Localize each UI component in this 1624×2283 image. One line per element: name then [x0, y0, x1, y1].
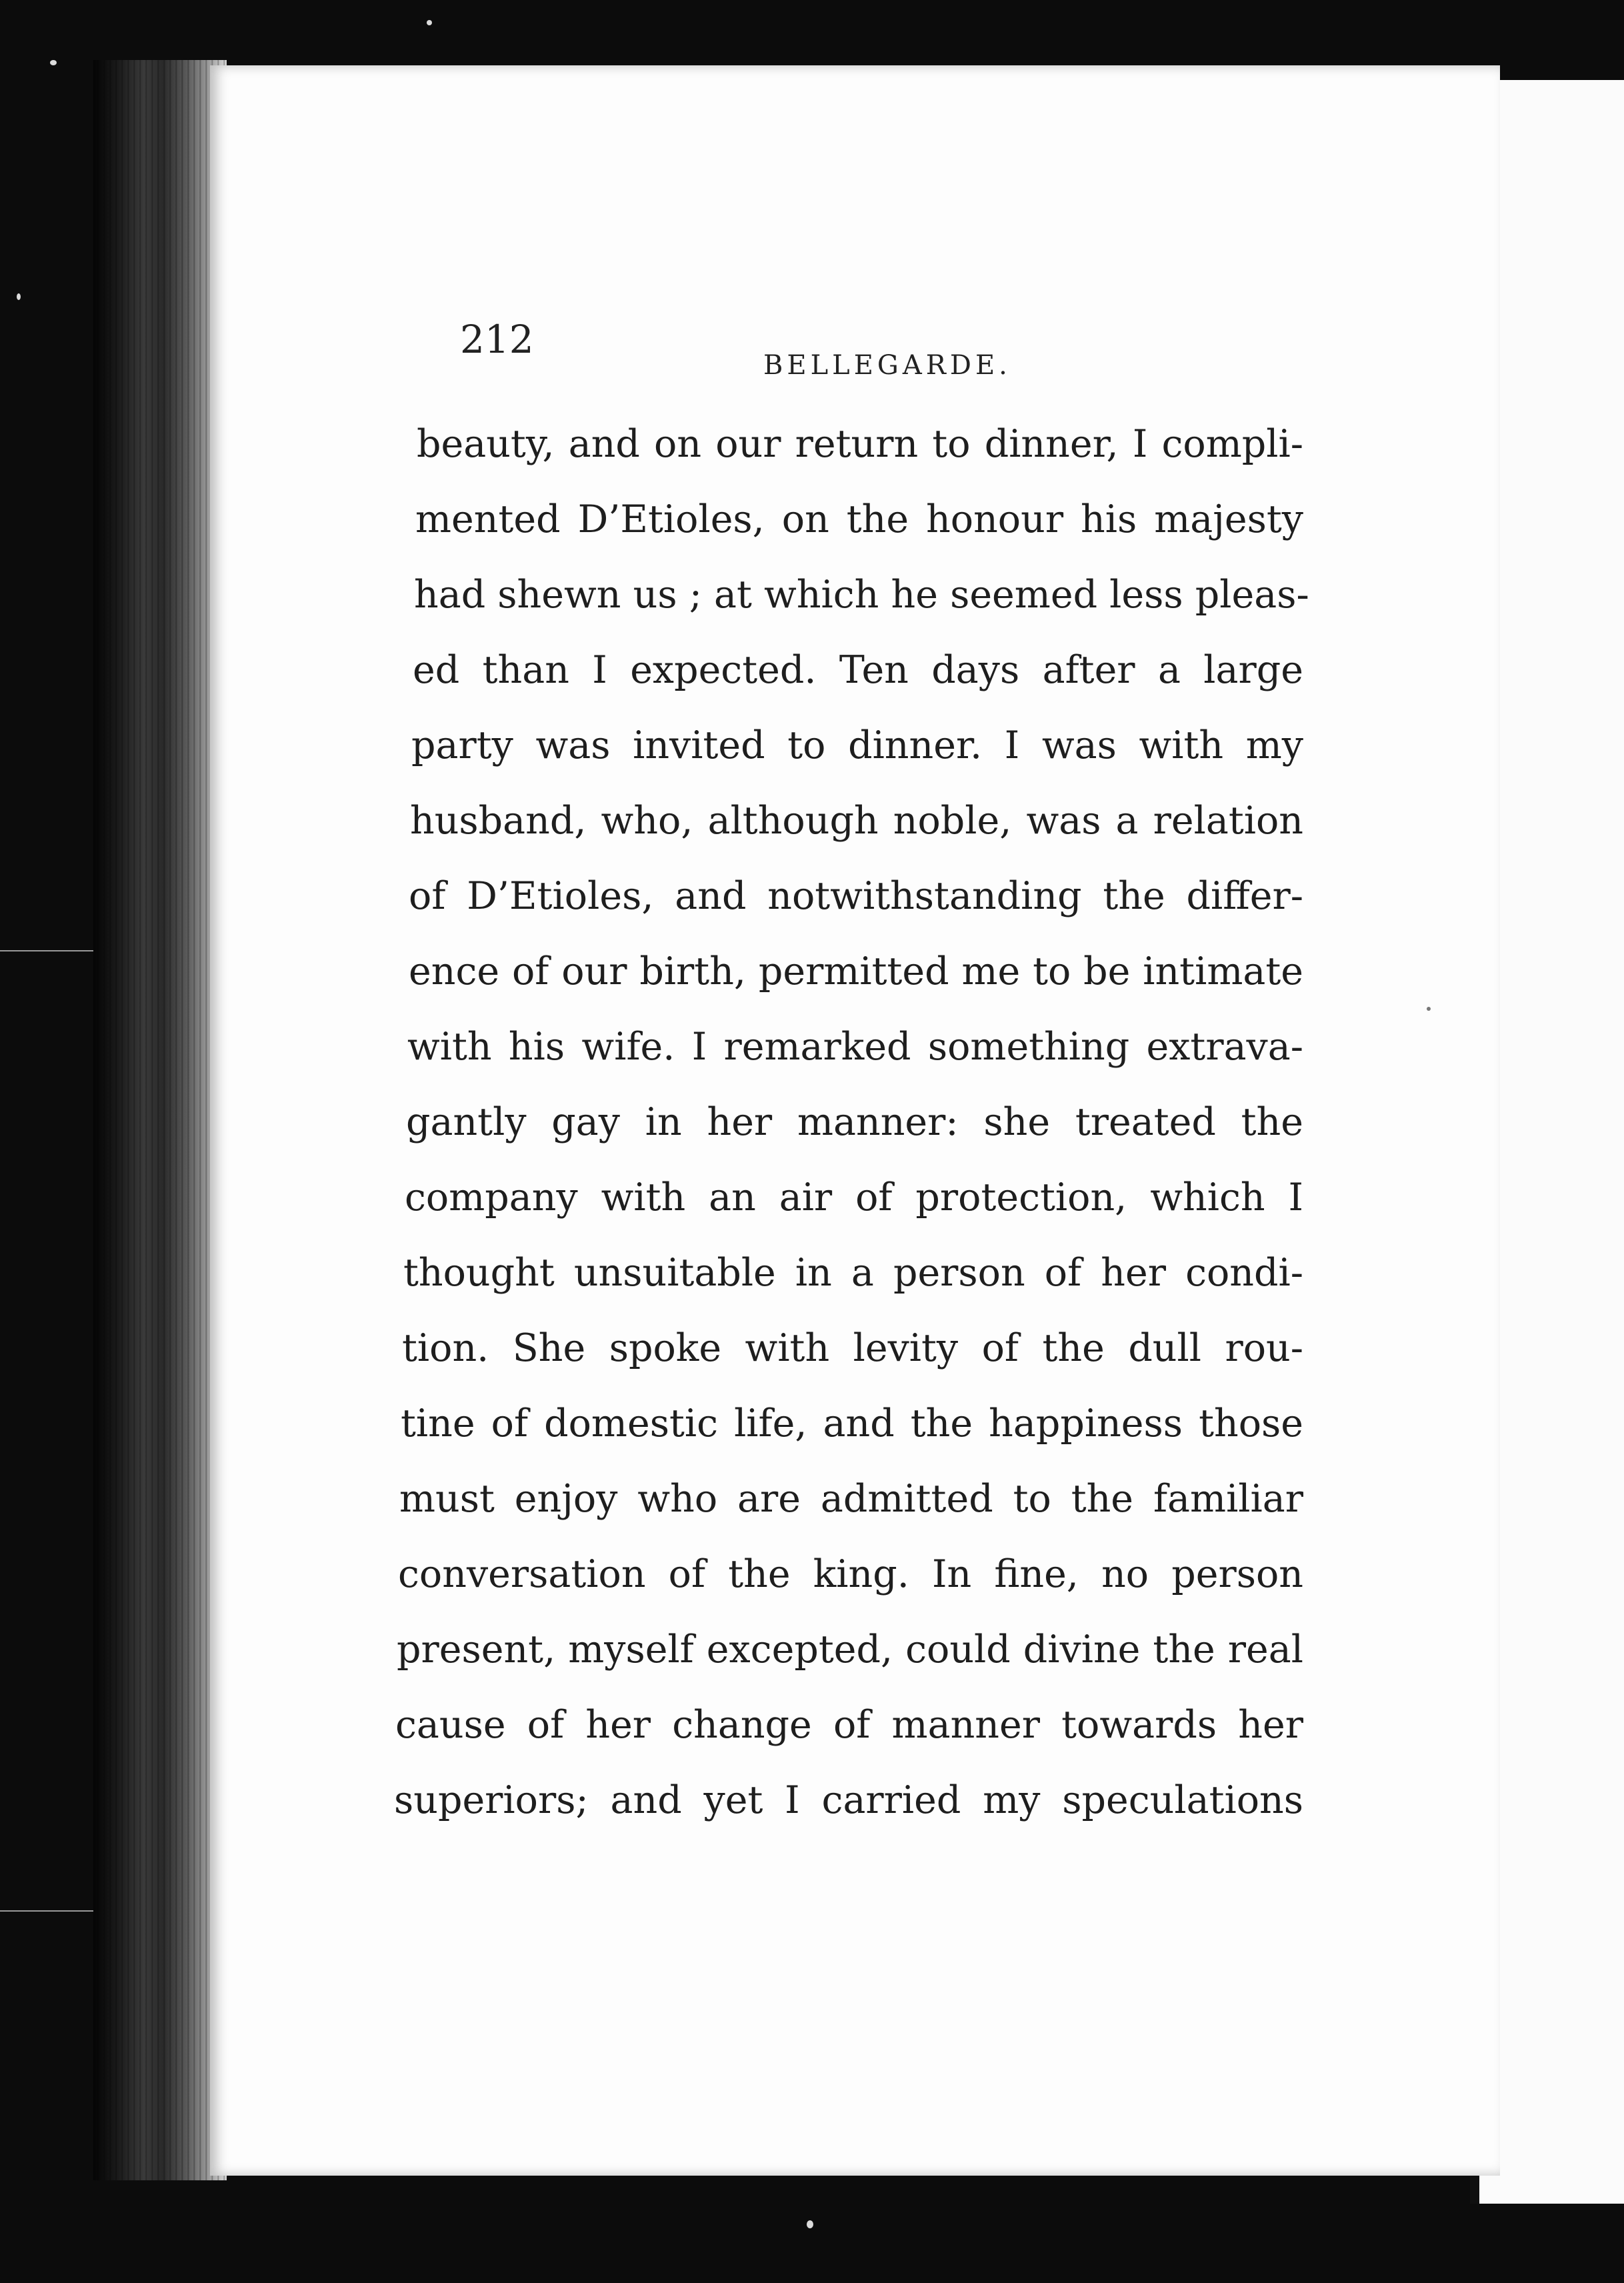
text-line: of D’Etioles, and notwithstanding the differ- [409, 874, 1303, 918]
text-line: company with an air of protection, which I [405, 1176, 1303, 1220]
text-line: ence of our birth, permitted me to be intimate [409, 949, 1303, 993]
text-line: party was invited to dinner. I was with my [411, 723, 1303, 767]
text-line: with his wife. I remarked something extrava- [407, 1025, 1303, 1069]
text-line: tion. She spoke with levity of the dull rou- [402, 1326, 1303, 1370]
text-line: tine of domestic life, and the happiness those [401, 1402, 1303, 1446]
text-line: thought unsuitable in a person of her condi- [403, 1251, 1303, 1295]
text-line: husband, who, although noble, was a relation [410, 799, 1303, 843]
running-title: BELLEGARDE. [763, 350, 1011, 381]
text-line: mented D’Etioles, on the honour his majesty [415, 497, 1303, 541]
body-text [394, 407, 1309, 1838]
text-line: had shewn us ; at which he seemed less pleas- [414, 573, 1309, 617]
text-line: cause of her change of manner towards her [395, 1703, 1303, 1747]
page-number: 212 [460, 317, 534, 362]
text-line: conversation of the king. In fine, no person [398, 1552, 1303, 1596]
text-line: gantly gay in her manner: she treated the [406, 1100, 1303, 1144]
text-line: beauty, and on our return to dinner, I compli- [417, 422, 1303, 466]
text-line: must enjoy who are admitted to the familiar [399, 1477, 1303, 1521]
book-binding-gutter [93, 60, 227, 2180]
text-line: superiors; and yet I carried my speculations [394, 1778, 1303, 1822]
text-line: ed than I expected. Ten days after a large [413, 648, 1303, 692]
text-line: present, myself excepted, could divine the real [397, 1628, 1303, 1672]
